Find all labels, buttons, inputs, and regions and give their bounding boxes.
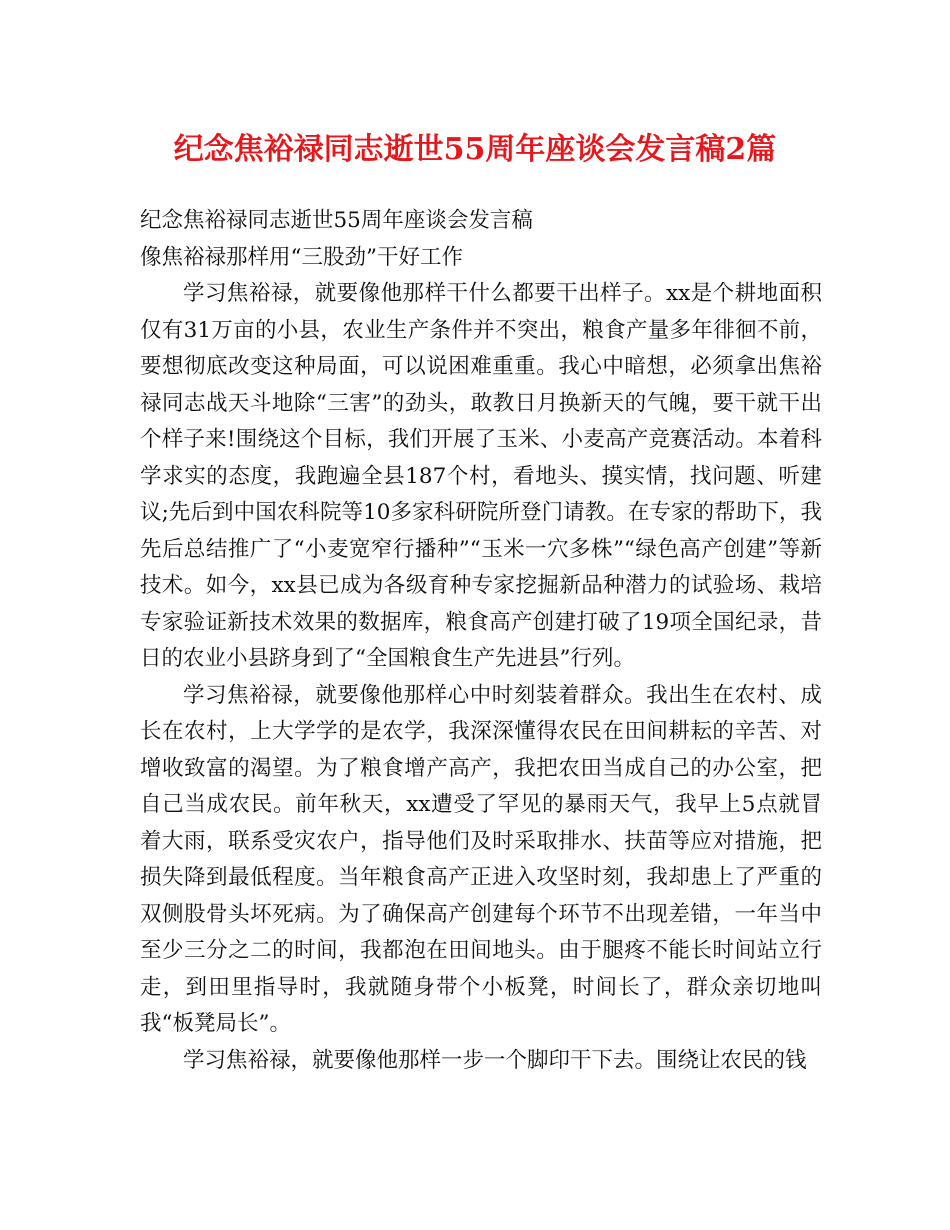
paragraph-1: 学习焦裕禄，就要像他那样干什么都要干出样子。xx是个耕地面积仅有31万亩的小县，农业生产条件并不突出，粮食产量多年徘徊不前，要想彻底改变这种局面，可以说困难重重。我心中暗想，必须拿出焦裕禄同志战天斗地除“三害”的劲头，敢教日月换新天的气魄，要干就干出个样子来!围绕这个目标，我们开展了玉米、小麦高产竞赛活动。本着科学求实的态度，我跑遍全县187个村，看地头、摸实情，找问题、听建议;先后到中国农科院等10多家科研院所登门请教。在专家的帮助下，我先后总结推广了“小麦宽窄行播种”“玉米一穴多株”“绿色高产创建”等新技术。如今，xx县已成为各级育种专家挖掘新品种潜力的试验场、栽培专家验证新技术效果的数据库，粮食高产创建打破了19项全国纪录，昔日的农业小县跻身到了“全国粮食生产先进县”行列。 — [140, 281, 822, 671]
subtitle-line-2: 像焦裕禄那样用“三股劲”干好工作 — [140, 244, 463, 270]
document-body — [140, 203, 822, 1079]
document-title: 纪念焦裕禄同志逝世55周年座谈会发言稿2篇 — [173, 132, 777, 167]
paragraph-3: 学习焦裕禄，就要像他那样一步一个脚印干下去。围绕让农民的钱 — [183, 1047, 807, 1073]
paragraph-2: 学习焦裕禄，就要像他那样心中时刻装着群众。我出生在农村、成长在农村，上大学学的是农学，我深深懂得农民在田间耕耘的辛苦、对增收致富的渴望。为了粮食增产高产，我把农田当成自己的办公室，把自己当成农民。前年秋天，xx遭受了罕见的暴雨天气，我早上5点就冒着大雨，联系受灾农户，指导他们及时采取排水、扶苗等应对措施，把损失降到最低程度。当年粮食高产正进入攻坚时刻，我却患上了严重的双侧股骨头坏死病。为了确保高产创建每个环节不出现差错，一年当中至少三分之二的时间，我都泡在田间地头。由于腿疼不能长时间站立行走，到田里指导时，我就随身带个小板凳，时间长了，群众亲切地叫我“板凳局长”。 — [140, 682, 822, 1036]
subtitle-line-1: 纪念焦裕禄同志逝世55周年座谈会发言稿 — [140, 208, 533, 233]
